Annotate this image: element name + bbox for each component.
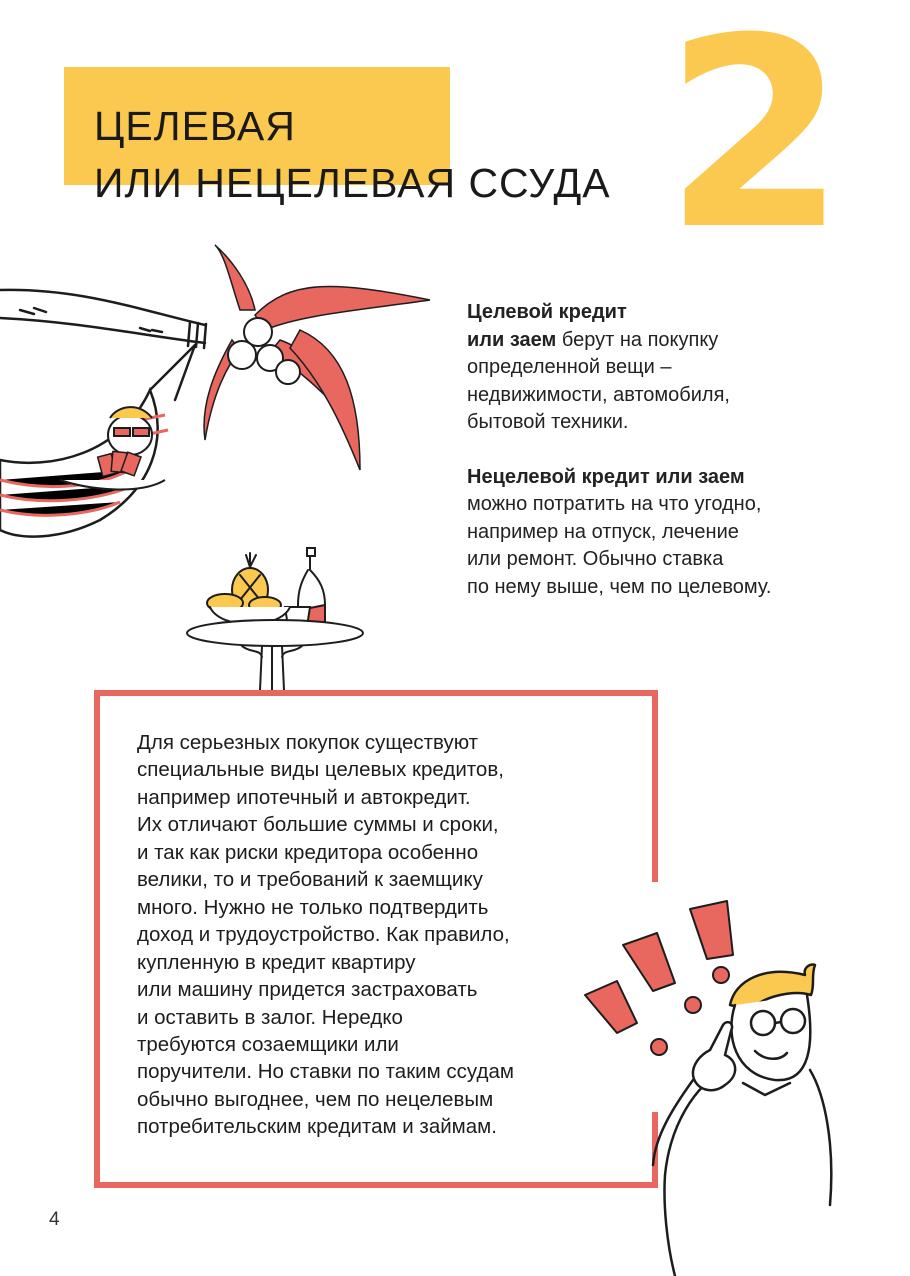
fruit-table-illustration — [180, 545, 370, 690]
targeted-loan-line: определенной вещи – — [467, 356, 672, 378]
title-line-1: ЦЕЛЕВАЯ — [94, 103, 296, 149]
note-line: Их отличают большие суммы и сроки, — [137, 813, 499, 837]
targeted-loan-paragraph — [467, 299, 877, 437]
note-line: велики, то и требований к заемщику — [137, 868, 483, 892]
note-line: потребительским кредитам и займам. — [137, 1115, 497, 1139]
untargeted-loan-line: можно потратить на что угодно, — [467, 493, 762, 515]
loan-definitions — [467, 299, 877, 601]
untargeted-loan-paragraph — [467, 464, 877, 602]
targeted-loan-term-line-1: Целевой кредит — [467, 301, 627, 323]
title-line-2: ИЛИ НЕЦЕЛЕВАЯ ССУДА — [94, 160, 611, 206]
page-title — [94, 98, 611, 212]
untargeted-loan-line: или ремонт. Обычно ставка — [467, 548, 724, 570]
note-line: специальные виды целевых кредитов, — [137, 758, 504, 782]
targeted-loan-tail: берут на покупку — [556, 328, 719, 351]
note-line: или машину придется застраховать — [137, 978, 478, 1002]
note-line: и так как риски кредитора особенно — [137, 840, 479, 864]
note-line: требуются созаемщики или — [137, 1032, 399, 1056]
note-line: обычно выгоднее, чем по нецелевым — [137, 1087, 494, 1111]
note-line: Для серьезных покупок существуют — [137, 731, 479, 754]
note-line: доход и трудоустройство. Как правило, — [137, 923, 510, 947]
note-line: и оставить в залог. Нередко — [137, 1005, 403, 1029]
untargeted-loan-line: например на отпуск, лечение — [467, 520, 739, 543]
page-number: 4 — [49, 1209, 60, 1230]
section-number: 2 — [664, 0, 847, 287]
untargeted-loan-line: по нему выше, чем по целевому. — [467, 575, 772, 598]
note-line: много. Нужно не только подтвердить — [137, 895, 489, 919]
thinking-man-illustration — [575, 895, 840, 1276]
targeted-loan-term-bold: или заем — [467, 328, 557, 351]
targeted-loan-term-line-2 — [467, 327, 877, 355]
untargeted-loan-term: Нецелевой кредит или заем — [467, 465, 745, 488]
note-text — [137, 729, 514, 1141]
note-line: купленную в кредит квартиру — [137, 950, 416, 974]
palm-hammock-illustration — [0, 240, 445, 550]
note-line: например ипотечный и автокредит. — [137, 785, 471, 809]
note-line: поручители. Но ставки по таким ссудам — [137, 1060, 514, 1084]
targeted-loan-line: бытовой техники. — [467, 411, 629, 433]
targeted-loan-line: недвижимости, автомобиля, — [467, 383, 730, 406]
